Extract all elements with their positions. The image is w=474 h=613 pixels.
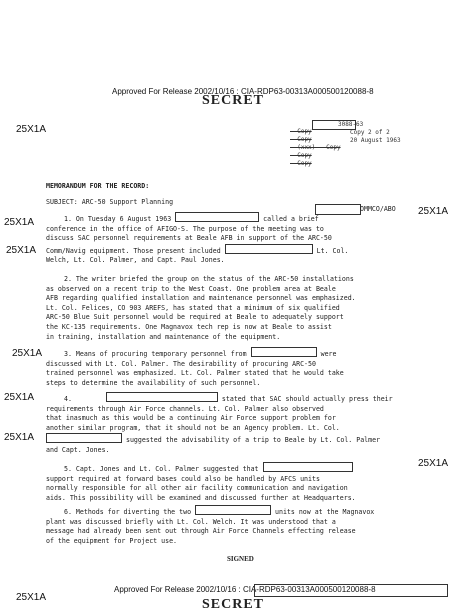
paragraph-text: Welch, Lt. Col. Palmer, and Capt. Paul Jones.: [46, 256, 225, 265]
paragraph-text: normally responsible for all other air facility communication and navigation: [46, 484, 348, 493]
paragraph-text: that inasmuch as this would be a continuing Air Force support problem for: [46, 414, 336, 423]
memo-subject: SUBJECT: ARC-50 Support Planning: [46, 198, 174, 206]
release-footer-text: Approved For Release 2002/10/16 : CIA-RDP63-00313A000500120088-8: [114, 585, 376, 594]
paragraph-text: of the equipment for Project use.: [46, 536, 178, 545]
control-date: 20 August 1963: [350, 137, 401, 144]
paragraph-6: [46, 505, 454, 546]
redaction-box: [106, 392, 218, 402]
redaction-box: [175, 212, 259, 222]
distribution-line: - Copy: [290, 160, 312, 167]
exemption-code: 25X1A: [12, 348, 43, 359]
exemption-code: 25X1A: [418, 206, 449, 217]
paragraph-text: called a brief: [263, 215, 319, 223]
redaction-box: [251, 347, 317, 357]
paragraph-1: [46, 212, 454, 266]
exemption-code: 25X1A: [4, 432, 35, 443]
paragraph-text: Comm/Navig equipment. Those present included: [46, 246, 221, 255]
distribution-line: - Copy: [290, 128, 312, 135]
exemption-code: 25X1A: [16, 124, 47, 135]
paragraph-text: trained personnel was emphasized. Lt. Col. Palmer stated that he would take: [46, 369, 344, 378]
paragraph-text: as observed on a recent trip to the West Coast. One problem area at Beale: [46, 284, 336, 293]
exemption-code: 25X1A: [4, 217, 35, 228]
paragraph-text: stated that SAC should actually press their: [221, 395, 393, 403]
paragraph-text: another similar program, that it should not be an Agency problem. Lt. Col.: [46, 423, 340, 432]
paragraph-text: the KC-135 requirements. One Magnavox tech rep is now at Beale to assist: [46, 322, 332, 331]
paragraph-text: 2. The writer briefed the group on the status of the ARC-50 installations: [64, 275, 354, 283]
redaction-box: [195, 505, 271, 515]
paragraph-text: aids. This possibility will be examined and discussed further at Headquarters.: [46, 493, 356, 502]
office-tag: OMMCO/ABO: [360, 205, 396, 213]
control-block: [290, 120, 460, 186]
memo-heading: MEMORANDUM FOR THE RECORD:: [46, 182, 150, 190]
paragraph-text: 1. On Tuesday 6 August 1963: [64, 215, 172, 223]
exemption-code: 25X1A: [16, 592, 47, 603]
paragraph-text: 6. Methods for diverting the two: [64, 508, 192, 516]
distribution-line: - Copy: [290, 152, 312, 159]
paragraph-3: [46, 347, 454, 388]
distribution-line: - (xxx) - Copy: [290, 144, 341, 151]
redaction-box: [46, 433, 122, 443]
paragraph-text: Lt. Col.: [316, 246, 349, 255]
paragraph-text: conference in the office of AFIGO-S. The purpose of the meeting was to: [46, 224, 324, 233]
paragraph-text: support required at forward bases could also be handled by AFCS units: [46, 474, 320, 483]
paragraph-text: discuss SAC personnel requirements at Beale AFB in support of the ARC-50: [46, 234, 332, 243]
paragraph-text: plant was discussed briefly with Lt. Col. Welch. It was understood that a: [46, 517, 336, 526]
exemption-code: 25X1A: [6, 245, 37, 256]
release-header: Approved For Release 2002/10/16 : CIA-RDP63-00313A000500120088-8: [112, 87, 374, 96]
footer-box: [254, 584, 448, 597]
classification-footer: SECRET: [202, 597, 265, 612]
paragraph-text: were: [320, 350, 337, 358]
paragraph-text: suggested the advisability of a trip to Beale by Lt. Col. Palmer: [125, 436, 381, 445]
paragraph-text: 4.: [64, 395, 72, 403]
paragraph-text: steps to determine the availability of such personnel.: [46, 378, 261, 387]
control-number: 3088-63: [338, 121, 364, 128]
exemption-code: 25X1A: [418, 458, 449, 469]
signature-stamp: SIGNED: [227, 555, 254, 563]
paragraph-2: [46, 275, 454, 342]
paragraph-text: 5. Capt. Jones and Lt. Col. Palmer suggested that: [64, 465, 259, 473]
redaction-box: [315, 204, 361, 215]
paragraph-text: in training, installation and maintenance of the equipment.: [46, 332, 281, 341]
paragraph-text: discussed with Lt. Col. Palmer. The desirability of procuring ARC-50: [46, 359, 316, 368]
paragraph-text: and Capt. Jones.: [46, 445, 110, 454]
paragraph-4: [46, 392, 454, 456]
copy-count: Copy 2 of 2: [350, 129, 390, 136]
classification-header: SECRET: [202, 93, 265, 108]
paragraph-5: [46, 462, 454, 503]
paragraph-text: requirements through Air Force channels. Lt. Col. Palmer also observed: [46, 404, 324, 413]
exemption-code: 25X1A: [4, 392, 35, 403]
redaction-box: [225, 244, 313, 254]
paragraph-text: units now at the Magnavox: [275, 508, 375, 516]
paragraph-text: AFB regarding qualified installation and maintenance personnel was emphasized.: [46, 294, 356, 303]
paragraph-text: Lt. Col. Felices, CO 903 AREFS, has stated that a minimum of six qualified: [46, 303, 340, 312]
distribution-line: - Copy: [290, 136, 312, 143]
paragraph-text: 3. Means of procuring temporary personnel from: [64, 350, 247, 358]
paragraph-text: ARC-50 Blue Suit personnel would be required at Beale to adequately support: [46, 313, 344, 322]
redaction-box: [263, 462, 353, 472]
paragraph-text: message had already been sent out through Air Force Channels effecting release: [46, 527, 356, 536]
